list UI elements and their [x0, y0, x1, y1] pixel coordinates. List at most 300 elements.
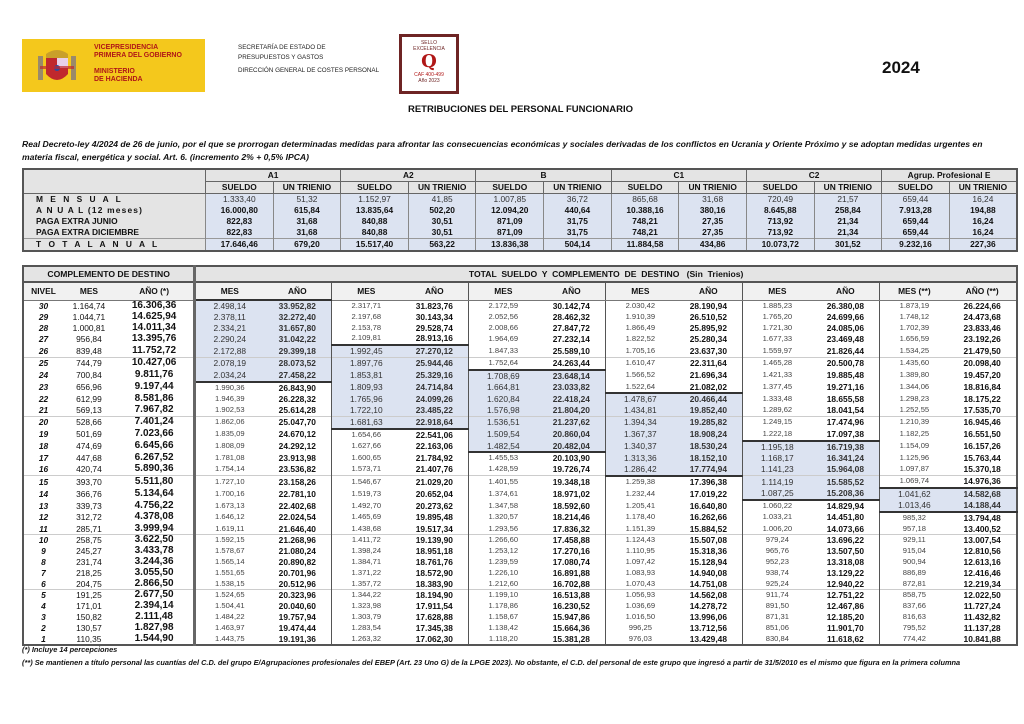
total-mes-cell: 816,63: [880, 612, 949, 623]
total-ano-cell: 14.278,72: [689, 601, 727, 612]
total-ano-cell: 18.383,90: [415, 578, 453, 589]
total-ano-cell: 13.429,48: [689, 633, 727, 644]
total-ano-cell: 21.479,50: [963, 345, 1001, 356]
total-ano-cell: 24.670,12: [278, 429, 316, 440]
cd-ano-cell: 7.967,82: [134, 404, 174, 416]
total-ano-cell: 15.208,36: [811, 488, 880, 500]
salary-value: 258,84: [814, 205, 882, 216]
salary-value: 10.073,72: [746, 239, 814, 252]
total-mes-cell: 1.158,67: [469, 612, 538, 623]
salary-value: 865,68: [611, 194, 679, 206]
total-ano-cell: 19.271,16: [826, 382, 864, 393]
salary-value: 41,85: [408, 194, 476, 206]
total-ano-cell: 21.696,34: [689, 370, 727, 381]
total-mes-cell: 2.378,11: [195, 312, 264, 323]
total-ano-cell: 13.794,48: [963, 512, 1001, 523]
salary-value: 27,35: [679, 227, 747, 239]
total-mes-cell: 1.006,20: [743, 524, 812, 535]
total-ano-cell: 31.657,80: [263, 323, 332, 334]
total-mes-cell: 1.573,71: [332, 464, 401, 476]
cd-ano-cell: 3.433,78: [134, 545, 174, 557]
total-ano-cell: 18.530,24: [674, 441, 743, 453]
total-mes-cell: 2.498,14: [195, 300, 264, 312]
total-ano-cell: 13.696,22: [811, 535, 880, 546]
total-mes-cell: 1.534,25: [880, 345, 949, 357]
table-row: [23, 524, 1017, 535]
total-ano-cell: 12.940,22: [826, 578, 864, 589]
salary-value: 563,22: [408, 239, 476, 252]
nivel-cell: 2: [41, 622, 46, 633]
total-ano-cell: 17.062,30: [415, 633, 453, 644]
salary-value: 301,52: [814, 239, 882, 252]
salary-row: [23, 227, 1017, 239]
nivel-cell: 20: [23, 416, 63, 428]
excellence-seal: SELLO EXCELENCIA Q CAF 400-499 Año 2023: [399, 34, 459, 94]
gov-logo-text-top: VICEPRESIDENCIA PRIMERA DEL GOBIERNO: [94, 44, 182, 59]
total-mes-cell: 2.153,78: [332, 323, 401, 334]
salary-value: 30,51: [408, 216, 476, 227]
total-ano-cell: 19.139,90: [400, 535, 469, 546]
salary-row: [23, 205, 1017, 216]
total-ano-cell: 12.613,16: [963, 557, 1001, 568]
total-mes-cell: 1.263,32: [332, 634, 401, 646]
total-mes-cell: 1.600,65: [332, 452, 401, 464]
total-ano-cell: 14.562,08: [674, 590, 743, 601]
group-header: A1: [206, 169, 341, 182]
destino-table: [22, 265, 1018, 646]
total-mes-cell: 1.232,44: [606, 488, 675, 500]
total-mes-cell: 1.070,43: [606, 579, 675, 590]
total-ano-cell: 30.142,74: [552, 300, 590, 311]
total-mes-cell: 1.443,75: [195, 634, 264, 646]
column-header: MES: [195, 282, 264, 300]
total-ano-cell: 21.082,02: [689, 381, 727, 392]
total-ano-cell: 27.270,12: [400, 345, 469, 357]
total-ano-cell: 22.311,64: [674, 357, 743, 369]
total-ano-cell: 19.895,48: [415, 512, 453, 523]
total-ano-cell: 12.467,86: [826, 601, 864, 612]
nivel-cell: 19: [38, 429, 49, 440]
salary-value: 21,34: [814, 227, 882, 239]
column-header: MES: [606, 282, 675, 300]
total-ano-cell: 17.080,74: [552, 557, 590, 568]
trienio-header: UN TRIENIO: [273, 182, 341, 194]
cd-ano-cell: 9.811,76: [134, 369, 174, 381]
total-ano-cell: 14.188,44: [948, 500, 1017, 512]
cd-mes-cell: 130,57: [76, 622, 102, 633]
total-ano-cell: 17.019,22: [689, 488, 727, 499]
total-mes-cell: 1.056,93: [606, 590, 675, 601]
salary-value: 7.913,28: [882, 205, 950, 216]
salary-value: 871,09: [476, 227, 544, 239]
cd-mes-cell: 110,35: [76, 633, 102, 644]
salary-value: 12.094,20: [476, 205, 544, 216]
total-ano-cell: 22.418,24: [537, 393, 606, 405]
salary-value: 713,92: [746, 227, 814, 239]
total-ano-cell: 18.951,18: [415, 546, 453, 557]
total-mes-cell: 957,18: [880, 524, 949, 535]
nivel-cell: 7: [41, 567, 46, 578]
total-mes-cell: 1.664,81: [469, 382, 538, 394]
total-ano-cell: 13.507,50: [826, 546, 864, 557]
total-mes-cell: 1.673,13: [195, 500, 264, 512]
salary-value: 16,24: [949, 194, 1017, 206]
total-mes-cell: 1.205,41: [606, 500, 675, 512]
total-mes-cell: 1.897,76: [332, 357, 401, 369]
total-ano-cell: 26.228,32: [278, 393, 316, 404]
total-mes-cell: 1.199,10: [469, 590, 538, 601]
total-ano-cell: 25.895,92: [689, 322, 727, 333]
total-mes-cell: 2.078,19: [195, 357, 264, 369]
footnotes: [22, 643, 1007, 669]
total-ano-cell: 19.191,36: [278, 633, 316, 644]
total-ano-cell: 17.836,32: [552, 523, 590, 534]
total-mes-cell: 1.565,14: [195, 557, 264, 568]
table-row: [23, 312, 1017, 323]
salary-value: 13.836,38: [476, 239, 544, 252]
total-mes-cell: 2.172,59: [469, 300, 538, 312]
salary-value: 679,20: [273, 239, 341, 252]
total-ano-cell: 12.185,20: [826, 612, 864, 623]
column-header: AÑO: [400, 282, 469, 300]
total-mes-cell: 1.964,69: [469, 333, 538, 345]
salary-value: 31,75: [544, 216, 612, 227]
total-ano-cell: 26.224,66: [963, 300, 1001, 311]
salary-row: [23, 216, 1017, 227]
total-mes-cell: 1.097,42: [606, 557, 675, 568]
table-row: [23, 357, 1017, 369]
salary-value: 720,49: [746, 194, 814, 206]
total-ano-cell: 27.232,14: [552, 333, 590, 344]
table-row: [23, 429, 1017, 441]
salary-value: 1.333,40: [206, 194, 274, 206]
total-ano-cell: 20.482,04: [537, 441, 606, 453]
total-ano-cell: 18.592,60: [552, 500, 590, 511]
total-ano-cell: 19.517,34: [415, 523, 453, 534]
salary-value: 194,88: [949, 205, 1017, 216]
row-label: M E N S U A L: [23, 194, 206, 206]
total-ano-cell: 16.702,88: [552, 578, 590, 589]
total-mes-cell: 1.910,39: [606, 312, 675, 323]
total-mes-cell: 1.249,15: [743, 416, 812, 428]
total-ano-cell: 12.219,34: [963, 578, 1001, 589]
total-mes-cell: 1.357,72: [332, 579, 401, 590]
salary-value: 8.645,88: [746, 205, 814, 216]
cd-ano-cell: 6.267,52: [134, 451, 174, 463]
total-mes-cell: 1.141,23: [743, 464, 812, 476]
total-mes-cell: 1.752,64: [469, 357, 538, 369]
total-mes-cell: 774,42: [880, 634, 949, 646]
salary-value: 659,44: [882, 194, 950, 206]
salary-value: 748,21: [611, 227, 679, 239]
total-mes-cell: 2.290,24: [195, 333, 264, 345]
salary-value: 30,51: [408, 227, 476, 239]
total-ano-cell: 23.536,82: [278, 464, 316, 475]
total-ano-cell: 28.462,32: [552, 311, 590, 322]
salary-value: 31,75: [544, 227, 612, 239]
total-ano-cell: 17.628,88: [415, 612, 453, 623]
total-mes-cell: 1.990,36: [195, 382, 264, 394]
total-ano-cell: 22.024,54: [278, 512, 316, 523]
total-ano-cell: 14.940,08: [689, 567, 727, 578]
total-ano-cell: 22.163,06: [415, 441, 453, 452]
total-ano-cell: 16.341,24: [811, 452, 880, 464]
total-ano-cell: 25.944,46: [400, 357, 469, 369]
total-mes-cell: 1.293,56: [469, 524, 538, 535]
nivel-cell: 1: [41, 633, 46, 644]
total-mes-cell: 1.873,19: [880, 300, 949, 312]
total-mes-cell: 1.182,25: [880, 429, 949, 441]
cd-ano-cell: 11.752,72: [132, 344, 177, 356]
total-mes-cell: 1.333,48: [743, 393, 812, 405]
total-ano-cell: 28.913,16: [415, 333, 453, 344]
total-ano-cell: 22.918,64: [400, 416, 469, 428]
nivel-cell: 28: [38, 322, 49, 333]
cd-ano-cell: 16.306,36: [131, 299, 177, 311]
total-ano-cell: 18.655,58: [826, 393, 864, 404]
total-ano-cell: 16.157,26: [963, 441, 1001, 452]
nivel-cell: 30: [38, 300, 49, 311]
total-mes-cell: 1.435,60: [880, 357, 949, 369]
total-ano-cell: 12.751,22: [811, 590, 880, 601]
salary-value: 1.152,97: [341, 194, 409, 206]
total-ano-cell: 30.143,34: [415, 311, 453, 322]
total-mes-cell: 965,76: [743, 546, 812, 557]
cd-ano-cell: 7.023,66: [134, 428, 174, 440]
total-mes-cell: 1.401,55: [469, 476, 538, 488]
total-mes-cell: 1.344,06: [880, 382, 949, 394]
total-mes-cell: 1.781,08: [195, 452, 264, 464]
total-mes-cell: 1.222,18: [743, 429, 812, 441]
total-ano-cell: 29.528,74: [415, 322, 453, 333]
row-label: A N U A L (12 meses): [23, 205, 206, 216]
nivel-cell: 27: [38, 333, 49, 344]
total-mes-cell: 1.538,15: [195, 579, 264, 590]
cd-mes-cell: 245,27: [76, 546, 102, 557]
nivel-cell: 9: [41, 546, 46, 557]
nivel-cell: 14: [38, 488, 49, 499]
total-mes-cell: 1.313,36: [606, 452, 675, 464]
total-ano-cell: 16.891,88: [552, 567, 590, 578]
total-ano-cell: 20.273,62: [415, 500, 453, 511]
salary-value: 17.646,46: [206, 239, 274, 252]
total-mes-cell: 2.030,42: [606, 300, 675, 312]
total-mes-cell: 1.862,06: [195, 416, 264, 428]
salary-value: 16,24: [949, 227, 1017, 239]
total-mes-cell: 1.727,10: [195, 476, 264, 488]
total-mes-cell: 979,24: [743, 535, 812, 546]
total-ano-cell: 24.473,68: [963, 311, 1001, 322]
salary-value: 440,64: [544, 205, 612, 216]
column-header: AÑO: [537, 282, 606, 300]
total-ano-cell: 21.804,20: [537, 405, 606, 416]
cd-mes-cell: 528,66: [63, 416, 115, 428]
total-ano-cell: 26.843,90: [278, 382, 316, 393]
total-mes-cell: 1.546,67: [332, 476, 401, 488]
total-ano-cell: 15.585,52: [811, 476, 880, 488]
total-mes-cell: 1.465,69: [332, 512, 401, 524]
nivel-cell: 23: [38, 382, 49, 393]
total-mes-cell: 952,23: [743, 557, 812, 568]
salary-row: [23, 239, 1017, 252]
total-ano-cell: 17.396,38: [674, 476, 743, 488]
gov-logo-text-bottom: MINISTERIO DE HACIENDA: [94, 68, 143, 83]
total-mes-cell: 1.283,54: [332, 623, 401, 634]
total-mes-cell: 1.252,55: [880, 405, 949, 416]
salary-value: 871,09: [476, 216, 544, 227]
total-ano-cell: 15.964,08: [811, 464, 880, 476]
total-ano-cell: 17.458,88: [537, 535, 606, 546]
total-mes-cell: 1.016,50: [606, 612, 675, 623]
table-row: [23, 382, 1017, 394]
total-mes-cell: 1.389,80: [880, 370, 949, 382]
row-label: PAGA EXTRA JUNIO: [23, 216, 206, 227]
total-mes-cell: 1.765,96: [332, 393, 401, 405]
column-header: MES: [332, 282, 401, 300]
table-row: [23, 323, 1017, 334]
table-row: [23, 464, 1017, 476]
total-ano-cell: 11.727,24: [963, 601, 1001, 612]
total-ano-cell: 12.416,46: [963, 567, 1001, 578]
table-row: [23, 623, 1017, 634]
column-header: MES: [469, 282, 538, 300]
total-ano-cell: 27.847,72: [552, 322, 590, 333]
total-mes-cell: 1.083,93: [606, 568, 675, 579]
total-mes-cell: 1.069,74: [880, 476, 949, 488]
total-mes-cell: 1.303,79: [332, 612, 401, 623]
secretaria-block: SECRETARÍA DE ESTADO DE PRESUPUESTOS Y GASTOS DIRECCIÓN GENERAL DE COSTES PERSONAL: [238, 44, 380, 74]
cd-ano-cell: 8.581,86: [134, 392, 174, 404]
total-mes-cell: 1.344,22: [332, 590, 401, 601]
total-mes-cell: 886,89: [880, 568, 949, 579]
total-ano-cell: 27.458,22: [263, 370, 332, 382]
total-ano-cell: 25.329,16: [400, 370, 469, 382]
total-ano-cell: 21.268,96: [263, 535, 332, 546]
sueldo-header: SUELDO: [206, 182, 274, 194]
table-row: [23, 568, 1017, 579]
nivel-cell: 22: [38, 393, 49, 404]
total-ano-cell: 17.270,16: [552, 546, 590, 557]
column-header: MES: [63, 282, 115, 300]
total-ano-cell: 10.841,88: [963, 633, 1001, 644]
page-title: RETRIBUCIONES DEL PERSONAL FUNCIONARIO: [407, 104, 634, 115]
total-ano-cell: 20.098,40: [948, 357, 1017, 369]
total-mes-cell: 1.809,93: [332, 382, 401, 394]
cd-ano-cell: 6.645,66: [134, 440, 174, 452]
total-mes-cell: 1.610,47: [606, 357, 675, 369]
salary-value: 27,35: [679, 216, 747, 227]
total-ano-cell: 21.029,20: [400, 476, 469, 488]
total-ano-cell: 16.262,66: [689, 512, 727, 523]
sueldo-header: SUELDO: [476, 182, 544, 194]
total-ano-cell: 17.911,54: [415, 601, 453, 612]
total-ano-cell: 20.512,96: [278, 578, 316, 589]
total-ano-cell: 24.085,06: [826, 322, 864, 333]
total-mes-cell: 1.239,59: [469, 557, 538, 568]
total-ano-cell: 15.128,94: [689, 557, 727, 568]
sueldo-header: SUELDO: [341, 182, 409, 194]
total-ano-cell: 17.097,38: [826, 428, 864, 439]
cd-mes-cell: 1.000,81: [72, 322, 106, 333]
cd-mes-cell: 420,74: [76, 464, 102, 475]
total-mes-cell: 1.620,84: [469, 393, 538, 405]
column-header: AÑO: [674, 282, 743, 300]
salary-value: 15.517,40: [341, 239, 409, 252]
total-mes-cell: 2.317,71: [332, 300, 401, 312]
salary-value: 227,36: [949, 239, 1017, 252]
cd-mes-cell: 569,13: [76, 405, 102, 416]
total-ano-cell: 16.719,38: [811, 441, 880, 453]
trienio-header: UN TRIENIO: [814, 182, 882, 194]
total-mes-cell: 1.866,49: [606, 323, 675, 334]
salary-value: 822,83: [206, 216, 274, 227]
nivel-cell: 25: [23, 357, 63, 369]
nivel-cell: 13: [38, 500, 49, 511]
row-label: T O T A L A N U A L: [23, 239, 206, 252]
nivel-cell: 4: [41, 601, 46, 612]
cd-mes-cell: 204,75: [76, 578, 102, 589]
total-ano-cell: 17.345,38: [415, 622, 453, 633]
salary-value: 840,88: [341, 216, 409, 227]
total-mes-cell: 1.646,12: [195, 512, 264, 524]
total-ano-cell: 23.913,98: [278, 452, 316, 463]
total-ano-cell: 21.826,44: [826, 345, 864, 356]
group-header: Agrup. Profesional E: [882, 169, 1017, 182]
salary-value: 822,83: [206, 227, 274, 239]
total-mes-cell: 1.748,12: [880, 312, 949, 323]
total-ano-cell: 18.971,02: [552, 488, 590, 499]
total-mes-cell: 1.765,20: [743, 312, 812, 323]
total-mes-cell: 1.138,42: [469, 623, 538, 634]
total-mes-cell: 1.519,73: [332, 488, 401, 500]
group-header: C1: [611, 169, 746, 182]
total-ano-cell: 15.318,36: [689, 546, 727, 557]
total-ano-cell: 16.945,46: [948, 416, 1017, 428]
total-ano-cell: 28.190,94: [689, 300, 727, 311]
total-mes-cell: 1.808,09: [195, 441, 264, 453]
total-ano-cell: 23.158,26: [263, 476, 332, 488]
cd-mes-cell: 612,99: [76, 393, 102, 404]
total-ano-cell: 23.033,82: [537, 382, 606, 394]
total-ano-cell: 18.194,90: [400, 590, 469, 601]
total-mes-cell: 1.754,14: [195, 464, 264, 476]
salary-value: 748,21: [611, 216, 679, 227]
total-mes-cell: 2.197,68: [332, 312, 401, 323]
total-mes-cell: 851,06: [743, 623, 812, 634]
total-ano-cell: 18.816,84: [963, 382, 1001, 393]
total-ano-cell: 15.947,86: [552, 612, 590, 623]
total-mes-cell: 911,74: [743, 590, 812, 601]
nivel-cell: 26: [38, 345, 49, 356]
salary-value: 16,24: [949, 216, 1017, 227]
total-ano-cell: 22.402,68: [278, 500, 316, 511]
total-ano-cell: 20.701,96: [278, 567, 316, 578]
sueldo-header: SUELDO: [882, 182, 950, 194]
total-ano-cell: 20.652,04: [415, 488, 453, 499]
cd-ano-cell: 4.378,08: [134, 511, 174, 523]
total-mes-cell: 1.178,40: [606, 512, 675, 524]
total-mes-cell: 1.522,64: [606, 382, 675, 394]
total-ano-cell: 15.763,44: [963, 452, 1001, 463]
total-ano-cell: 24.699,66: [826, 311, 864, 322]
total-mes-cell: 1.286,42: [606, 464, 675, 476]
total-mes-cell: 2.172,88: [195, 345, 264, 357]
total-mes-cell: 1.210,39: [880, 416, 949, 428]
total-mes-cell: 2.334,21: [195, 323, 264, 334]
total-ano-cell: 22.541,06: [415, 429, 453, 440]
total-ano-cell: 20.466,44: [674, 393, 743, 405]
group-header: B: [476, 169, 611, 182]
